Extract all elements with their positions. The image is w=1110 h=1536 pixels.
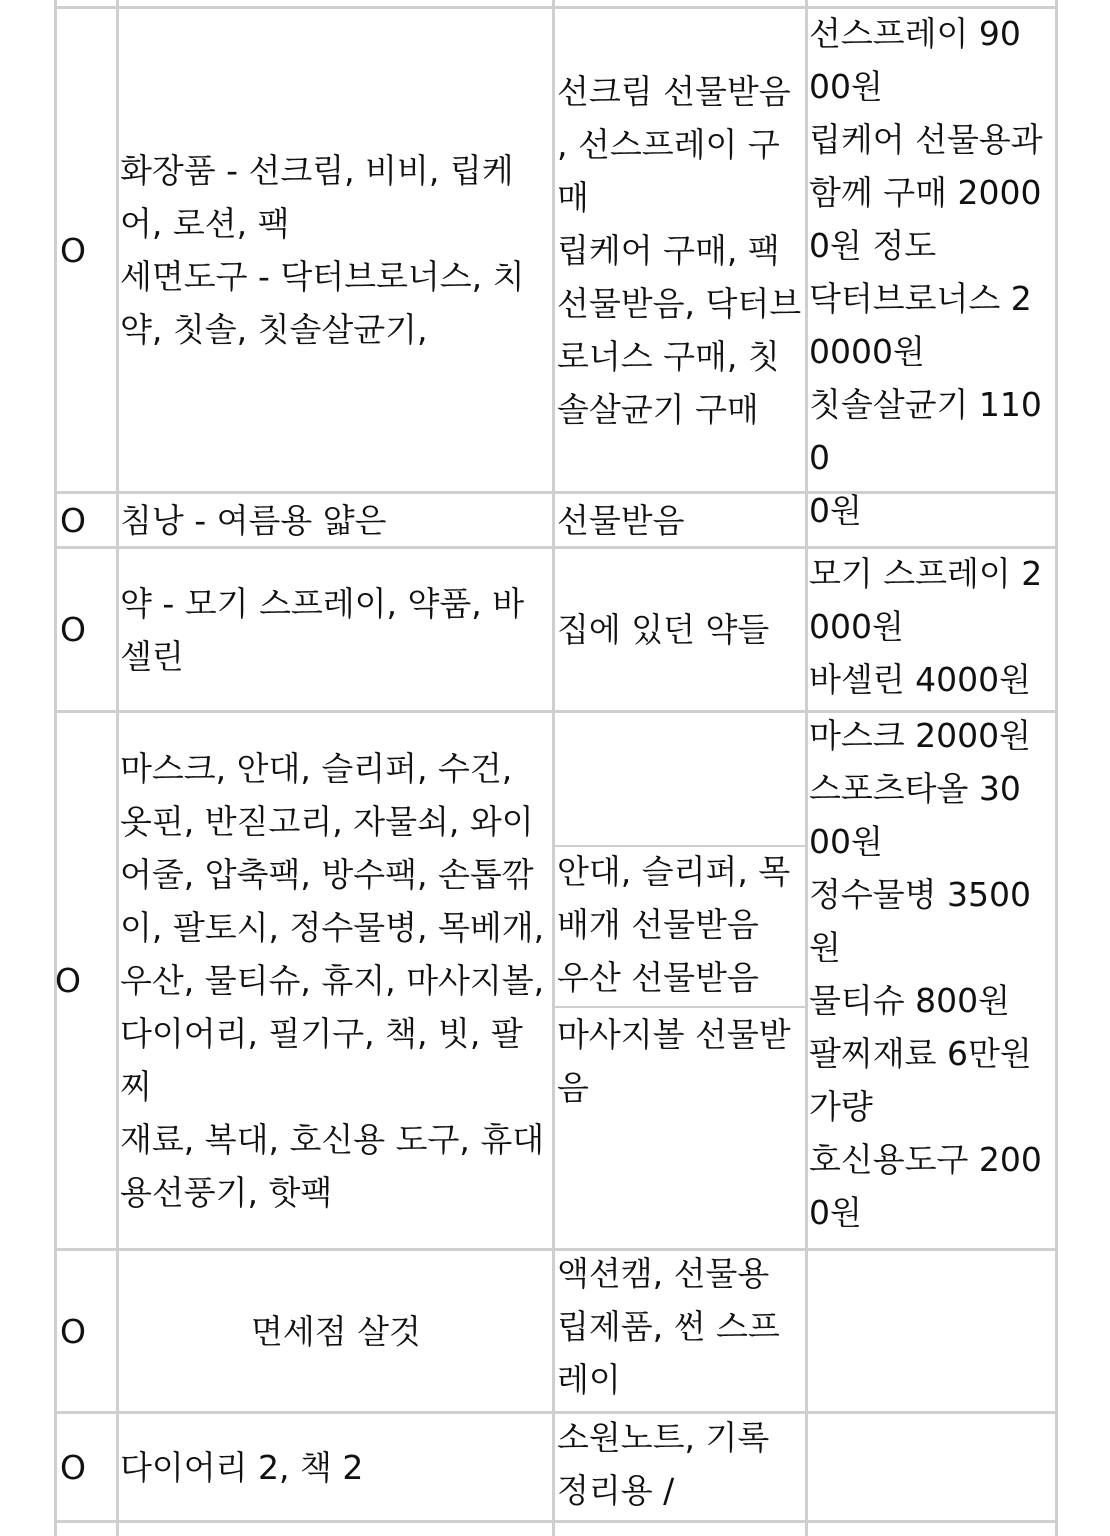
table-row-check: O <box>60 1311 86 1351</box>
table-row-price <box>809 494 1055 546</box>
table-row-item: 약 - 모기 스프레이, 약품, 바 셀린 <box>120 583 525 676</box>
table-row-check: O <box>55 961 81 1000</box>
table-row-note: 소원노트, 기록 정리용 / <box>557 1418 770 1510</box>
table-row-item: 면세점 살것 <box>251 1311 421 1351</box>
table-row-price: 선스프레이 90 00원 립케어 선물용과 함께 구매 2000 0원 정도 닥터브로너스 2 0000원 칫솔살균기 1100 0원 <box>809 14 1043 530</box>
table-row-check: O <box>60 500 86 540</box>
table-row-item: 다이어리 2, 책 2 <box>120 1447 364 1487</box>
table-row-note: 마사지볼 선물받 음 <box>557 1015 791 1107</box>
table-row-note: 안대, 슬리퍼, 목 배개 선물받음 우산 선물받음 <box>557 852 791 997</box>
table-row-price <box>809 1414 1055 1520</box>
table-row-item: 화장품 - 선크림, 비비, 립케 어, 로션, 팩 세면도구 - 닥터브로너스, 치 약, 칫솔, 칫솔살균기, <box>120 151 525 349</box>
table-row-price: 모기 스프레이 2 000원 바셀린 4000원 <box>809 554 1043 699</box>
table-row-check: O <box>60 1447 86 1487</box>
table-divider-2 <box>552 0 555 1536</box>
table-row-note: 선크림 선물받음 , 선스프레이 구 매 립케어 구매, 팩 선물받음, 닥터브 로너스 구매, 칫 솔살균기 구매 <box>557 71 802 429</box>
row-border <box>54 1520 1058 1523</box>
table-row-item: 마스크, 안대, 슬리퍼, 수건, 옷핀, 반짇고리, 자물쇠, 와이 어줄, 압축팩, 방수팩, 손톱깎 이, 팔토시, 정수물병, 목베개, 우산, 물티슈, 휴지, 마사지볼, 다이어리, 필기구, 책, 빗, 팔찌 재료, 복대, 호신용 도구, 휴대 용선풍기, 핫팩 <box>120 749 545 1212</box>
table-row-check: O <box>60 230 86 270</box>
table-row-note: 집에 있던 약들 <box>557 610 770 649</box>
table-divider-1 <box>116 0 119 1536</box>
table-row-item: 침낭 - 여름용 얇은 <box>120 500 387 540</box>
table-row-check: O <box>60 610 86 649</box>
table-border-right <box>1055 0 1058 1536</box>
table-row-price <box>809 1251 1055 1411</box>
table-row-note: 선물받음 <box>557 500 685 540</box>
table-row-price: 마스크 2000원 스포츠타올 30 00원 정수물병 3500 원 물티슈 800원 팔찌재료 6만원 가량 호신용도구 200 0원 <box>809 716 1042 1232</box>
table-row-note: 액션캠, 선물용 립제품, 썬 스프 레이 <box>557 1254 780 1399</box>
table-divider-3 <box>805 0 808 1536</box>
